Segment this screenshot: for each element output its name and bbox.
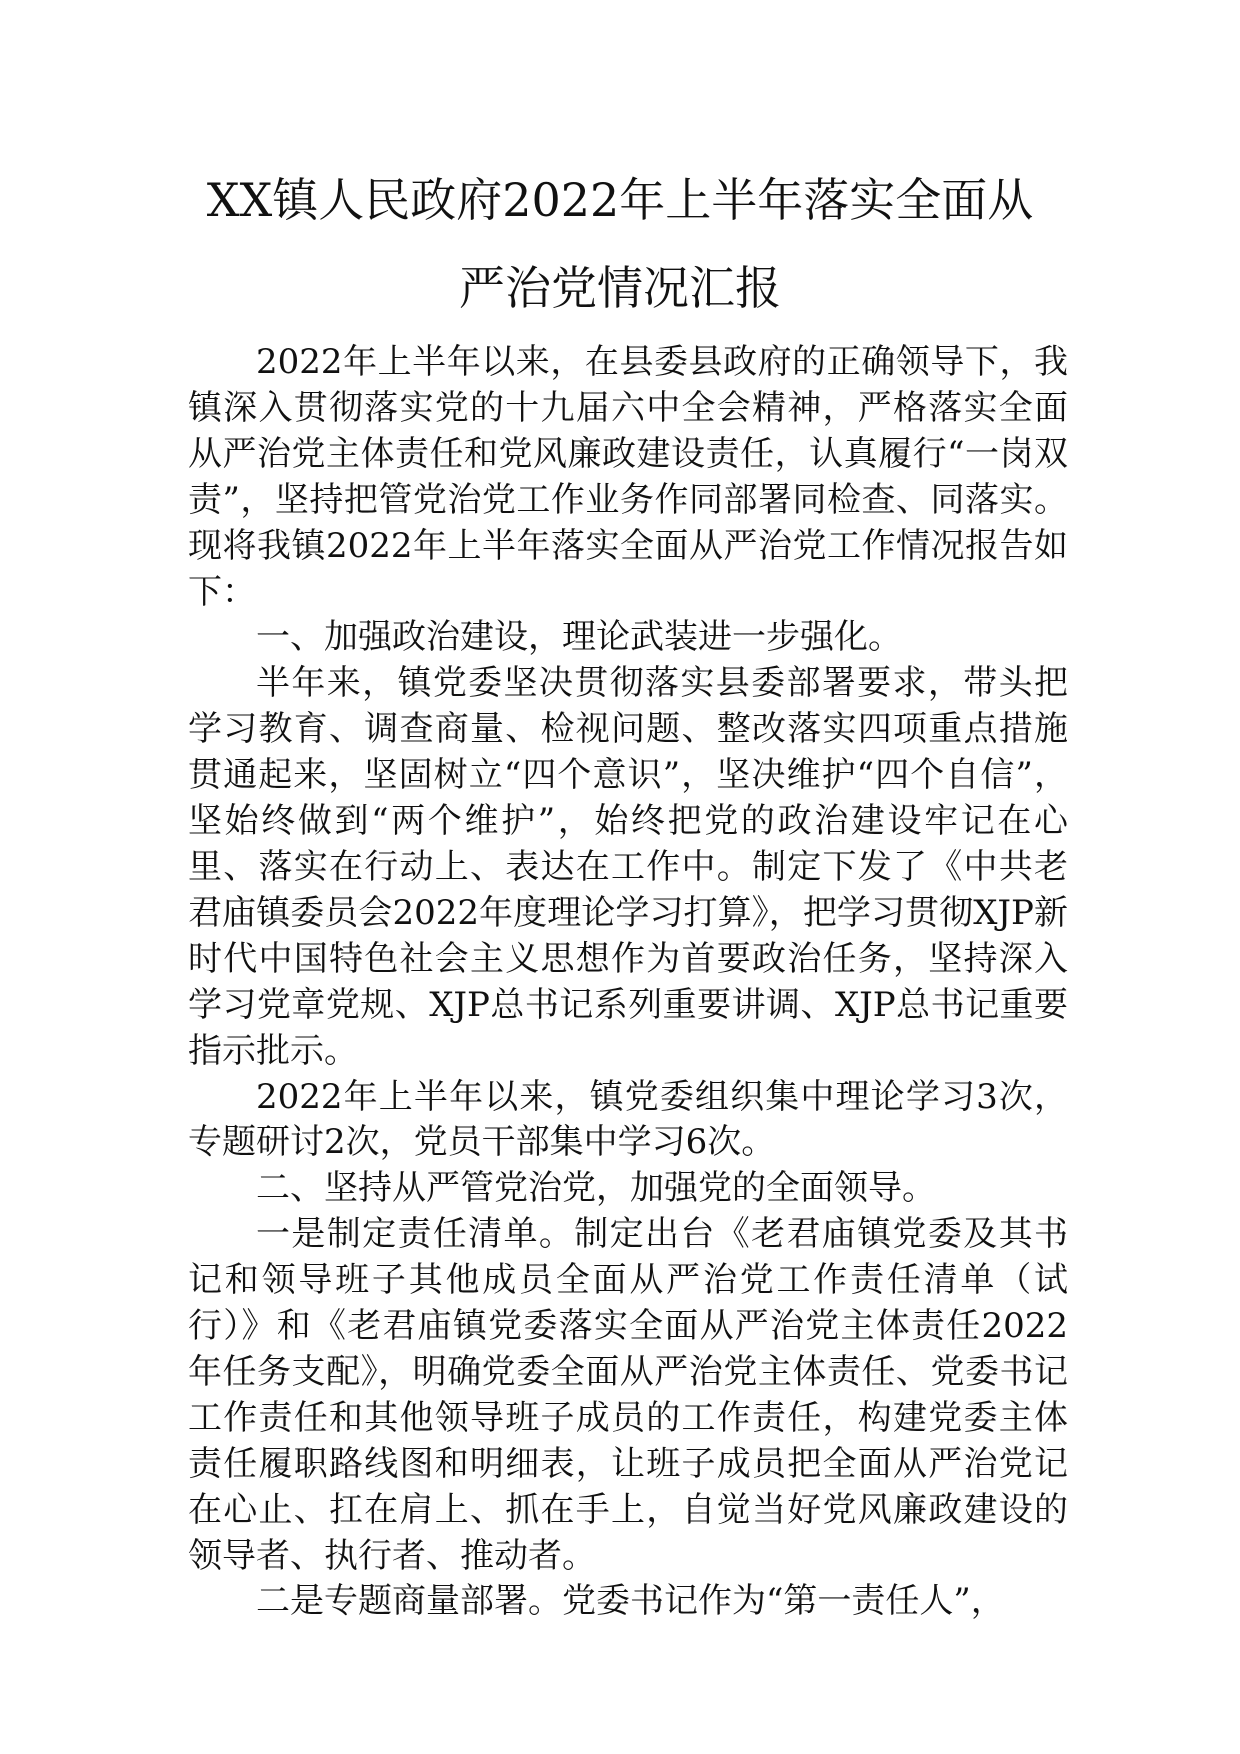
section-heading-1: 一、加强政治建设，理论武装进一步强化。 [256, 617, 902, 658]
section-heading-2: 二、坚持从严管党治党，加强党的全面领导。 [256, 1168, 936, 1209]
paragraph-intro: 2022年上半年以来，在县委县政府的正确领导下，我镇深入贯彻落实党的十九届六中全会精神，严格落实全面从严治党主体责任和党风廉政建设责任，认真履行“一岗双责”，坚持把管党治党工作业务作同部署同检查、同落实。现将我镇2022年上半年落实全面从严治党工作情况报告如下： [188, 342, 1068, 612]
document-title-line-1: XX镇人民政府2022年上半年落实全面从 [206, 173, 1034, 227]
paragraph-responsibility-list: 一是制定责任清单。制定出台《老君庙镇党委及其书记和领导班子其他成员全面从严治党工作责任清单（试行）》和《老君庙镇党委落实全面从严治党主体责任2022年任务支配》，明确党委全面从严治党主体责任、党委书记工作责任和其他领导班子成员的工作责任，构建党委主体责任履职路线图和明细表，让班子成员把全面从严治党记在心止、扛在肩上、抓在手上，自觉当好党风廉政建设的领导者、执行者、推动者。 [188, 1214, 1068, 1576]
paragraph-political-building: 半年来，镇党委坚决贯彻落实县委部署要求，带头把学习教育、调查商量、检视问题、整改落实四项重点措施贯通起来，坚固树立“四个意识”，坚决维护“四个自信”，坚始终做到“两个维护”，始终把党的政治建设牢记在心里、落实在行动上、表达在工作中。制定下发了《中共老君庙镇委员会2022年度理论学习打算》，把学习贯彻XJP新时代中国特色社会主义思想作为首要政治任务，坚持深入学习党章党规、XJP总书记系列重要讲调、XJP总书记重要指示批示。 [188, 663, 1068, 1071]
paragraph-study-statistics: 2022年上半年以来，镇党委组织集中理论学习3次，专题研讨2次，党员干部集中学习6次。 [188, 1076, 1068, 1163]
document-title-line-2: 严治党情况汇报 [459, 261, 781, 315]
paragraph-special-deployment: 二是专题商量部署。党委书记作为“第一责任人”， [256, 1581, 1005, 1622]
document-body [188, 340, 1068, 1625]
